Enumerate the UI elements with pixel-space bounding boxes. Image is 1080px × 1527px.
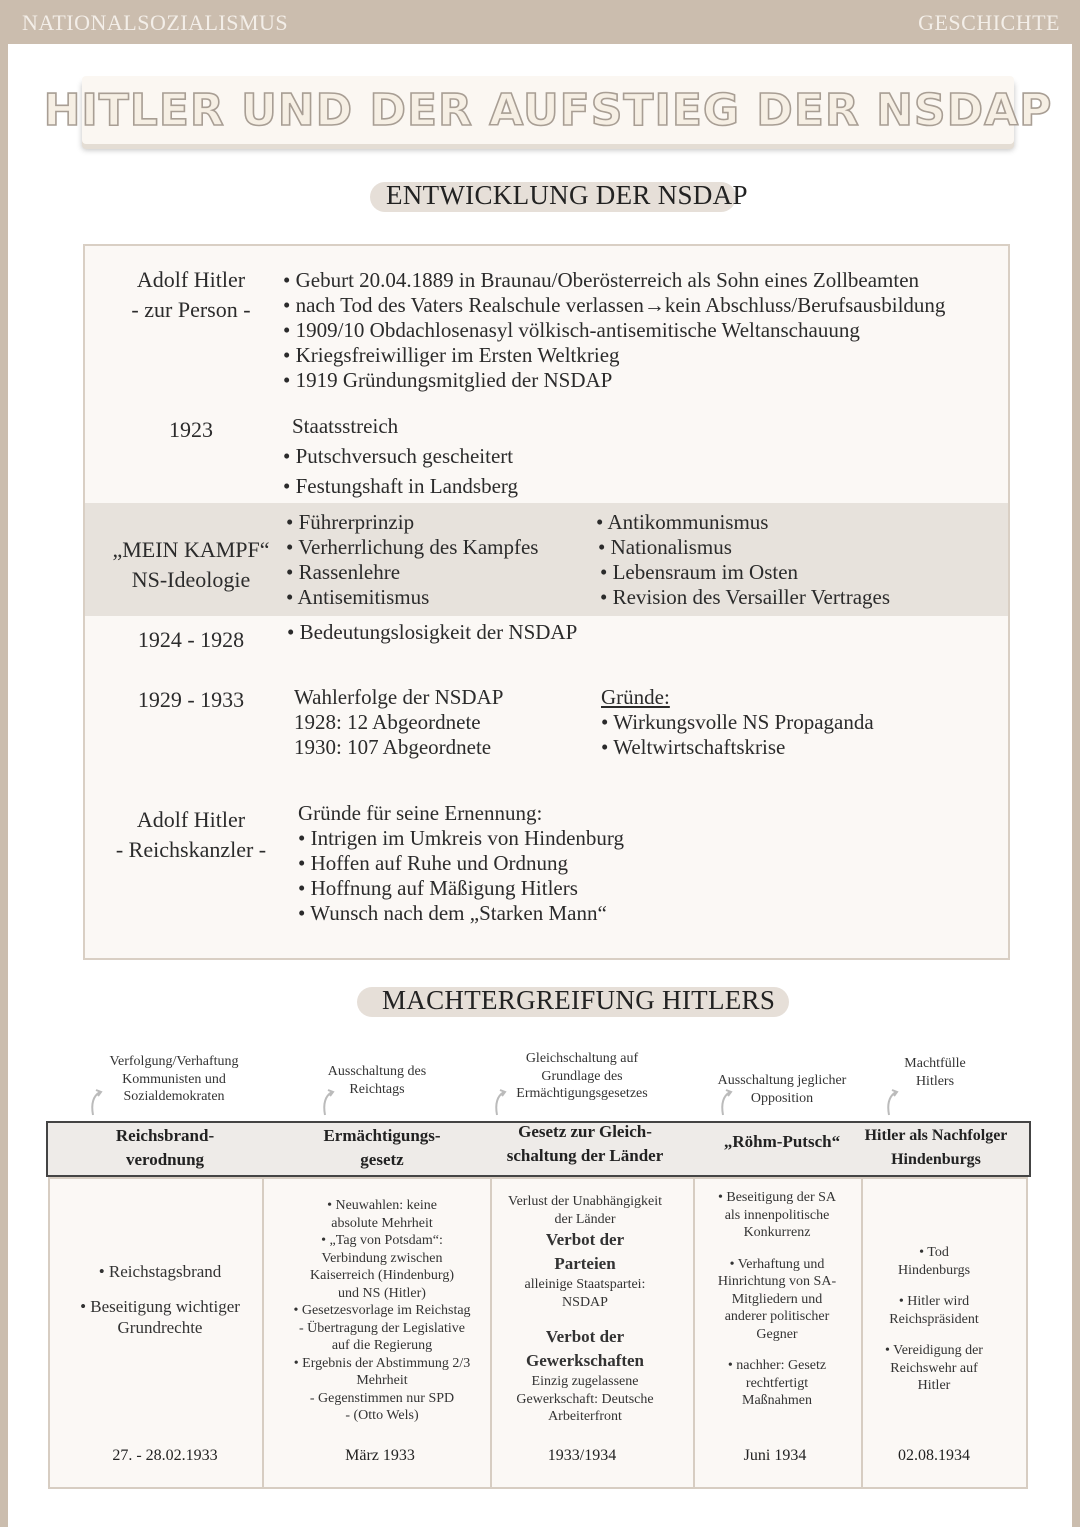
chancellor-label-sub: - Reichskanzler - (115, 837, 267, 862)
person-item: • Geburt 20.04.1889 in Braunau/Oberösterreich als Sohn eines Zollbeamten (283, 268, 920, 292)
curved-arrow-icon (884, 1088, 900, 1116)
cell-line: • Beseitigung wichtiger (80, 1297, 240, 1316)
note-column-3 (502, 1050, 662, 1103)
reason-item: • Wirkungsvolle NS Propaganda (601, 710, 874, 734)
header-line: Hindenburgs (891, 1151, 981, 1168)
note-column-1 (94, 1053, 254, 1106)
mein-kampf-label (91, 535, 291, 595)
ideology-item: • Führerprinzip (286, 510, 415, 534)
note-line: Opposition (750, 1090, 814, 1106)
cell-line: - (Otto Wels) (345, 1408, 419, 1423)
cell-line: - Gegenstimmen nur SPD (309, 1390, 455, 1406)
header-line: Reichsbrand- (115, 1126, 215, 1145)
cell-line: Reichspräsident (889, 1311, 979, 1327)
header-successor (862, 1124, 1010, 1174)
reasons-heading: Gründe: (601, 685, 670, 709)
reason-item: • Weltwirtschaftskrise (601, 735, 786, 759)
person-label-name: Adolf Hitler (136, 267, 246, 292)
year-1929-label: 1929 - 1933 (137, 687, 245, 712)
header-line: verodnung (125, 1150, 205, 1169)
cell-line: Maßnahmen (742, 1393, 812, 1408)
curved-arrow-icon (320, 1088, 336, 1116)
cell-roehm-putsch (696, 1189, 858, 1410)
cell-enabling-act (276, 1197, 488, 1425)
spacer (696, 1343, 858, 1357)
cell-line: Hitler (917, 1378, 951, 1393)
note-line: Ausschaltung des (327, 1064, 427, 1079)
note-line: Kommunisten und (122, 1071, 226, 1087)
coup-heading: Staatsstreich (292, 414, 399, 438)
column-divider (693, 1177, 695, 1489)
mein-kampf-title: „MEIN KAMPF“ (112, 537, 270, 562)
ideology-item: • Antisemitismus (286, 585, 430, 609)
cell-line: Gewerkschaft: Deutsche (516, 1391, 654, 1407)
spacer (492, 1311, 678, 1325)
cell-line: Arbeiterfront (548, 1409, 622, 1424)
category-label: GESCHICHTE (918, 10, 1060, 35)
cell-line: Grundrechte (117, 1318, 203, 1337)
cell-line: • Vereidigung der (885, 1343, 983, 1358)
ideology-item: • Revision des Versailler Vertrages (600, 585, 891, 609)
appointment-item: • Hoffnung auf Mäßigung Hitlers (298, 876, 578, 900)
cell-line: Gegner (756, 1326, 798, 1342)
cell-emphasis-line: Verbot der (545, 1327, 625, 1346)
person-item: • nach Tod des Vaters Realschule verlassen→kein Abschluss/Berufsausbildung (283, 293, 946, 317)
appointment-heading: Gründe für seine Ernennung: (298, 801, 543, 825)
person-label-sub: - zur Person - (131, 297, 251, 322)
election-item: 1930: 107 Abgeordnete (294, 735, 492, 759)
cell-emphasis-line: Gewerkschaften (525, 1351, 645, 1370)
cell-line: • „Tag von Potsdam“: (321, 1233, 443, 1248)
column-divider (861, 1177, 863, 1489)
title-banner (43, 76, 1053, 144)
ideology-item: • Nationalismus (598, 535, 732, 559)
appointment-item: • Intrigen im Umkreis von Hindenburg (298, 826, 625, 850)
cell-line: auf die Regierung (331, 1338, 433, 1353)
chancellor-label (91, 805, 291, 865)
column-divider (262, 1177, 264, 1489)
note-line: Ermächtigungsgesetzes (516, 1086, 648, 1101)
cell-line: anderer politischer (724, 1309, 830, 1324)
cell-successor (864, 1244, 1004, 1395)
cell-line: Hinrichtung von SA- (717, 1274, 837, 1289)
insignificance-item: • Bedeutungslosigkeit der NSDAP (287, 620, 578, 644)
spacer (60, 1282, 260, 1296)
cell-line: • Verhaftung und (729, 1256, 825, 1272)
cell-line: alleinige Staatspartei: (524, 1277, 646, 1292)
person-item: • 1909/10 Obdachlosenasyl völkisch-antisemitische Weltanschauung (283, 318, 860, 342)
cell-line: - Übertragung der Legislative (299, 1320, 465, 1336)
header-roehm-putsch (700, 1130, 864, 1180)
year-1924-label: 1924 - 1928 (137, 627, 245, 652)
chancellor-label-name: Adolf Hitler (136, 807, 246, 832)
cell-line: Einzig zugelassene (531, 1374, 639, 1389)
cell-line: absolute Mehrheit (331, 1215, 433, 1231)
date-roehm-putsch: Juni 1934 (743, 1447, 807, 1464)
cell-line: Reichswehr auf (890, 1360, 978, 1376)
curved-arrow-icon (718, 1088, 734, 1116)
header-line: gesetz (360, 1150, 404, 1169)
note-line: Reichtags (349, 1081, 405, 1097)
header-line: Ermächtigungs- (323, 1126, 441, 1145)
cell-line: • Ergebnis der Abstimmung 2/3 (293, 1355, 471, 1371)
date-decree: 27. - 28.02.1933 (112, 1447, 218, 1464)
header-line: schaltung der Länder (506, 1146, 664, 1165)
curved-arrow-icon (88, 1088, 104, 1116)
ideology-item: • Rassenlehre (286, 560, 401, 584)
subject-label: NATIONALSOZIALISMUS (22, 10, 289, 35)
section2-heading: MACHTERGREIFUNG HITLERS (382, 985, 776, 1015)
note-line: Gleichschaltung auf (525, 1051, 639, 1066)
ns-ideology-label: NS-Ideologie (131, 567, 251, 592)
cell-line: • Tod (919, 1245, 949, 1260)
person-label (91, 265, 291, 325)
cell-line: rechtfertigt (745, 1375, 809, 1391)
page-title: HITLER UND DER AUFSTIEG DER NSDAP (43, 84, 1053, 136)
election-item: Wahlerfolge der NSDAP (294, 685, 504, 709)
cell-emphasis-line: Parteien (554, 1254, 616, 1273)
header-line: Hitler als Nachfolger (864, 1127, 1008, 1144)
cell-decree (60, 1261, 260, 1338)
header-decree (70, 1124, 260, 1174)
appointment-item: • Hoffen auf Ruhe und Ordnung (298, 851, 568, 875)
cell-line: • Hitler wird (898, 1294, 970, 1309)
section1-heading: ENTWICKLUNG DER NSDAP (386, 180, 748, 210)
header-line: Gesetz zur Gleich- (518, 1122, 652, 1141)
cell-line: Mitgliedern und (731, 1291, 823, 1307)
note-line: Machtfülle (904, 1056, 966, 1071)
note-line: Ausschaltung jeglicher (717, 1073, 847, 1088)
note-line: Sozialdemokraten (123, 1089, 225, 1104)
note-column-5 (880, 1055, 990, 1090)
cell-line: als innenpolitische (724, 1207, 830, 1223)
ideology-item: • Verherrlichung des Kampfes (286, 535, 539, 559)
date-successor: 02.08.1934 (898, 1447, 970, 1464)
year-1923-label: 1923 (169, 417, 213, 442)
spacer (696, 1242, 858, 1256)
spacer (864, 1279, 1004, 1293)
note-line: Grundlage des (541, 1068, 623, 1084)
cell-line: und NS (Hitler) (338, 1285, 426, 1301)
header-gleichschaltung (492, 1120, 678, 1170)
cell-line: NSDAP (562, 1294, 608, 1310)
cell-line: der Länder (554, 1211, 616, 1227)
coup-item: • Festungshaft in Landsberg (283, 474, 519, 498)
election-item: 1928: 12 Abgeordnete (294, 710, 481, 734)
cell-line: Kaiserreich (Hindenburg) (310, 1268, 454, 1283)
coup-item: • Putschversuch gescheitert (283, 444, 514, 468)
note-line: Verfolgung/Verhaftung (109, 1054, 239, 1069)
cell-line: Hindenburgs (897, 1262, 971, 1278)
spacer (864, 1328, 1004, 1342)
note-line: Hitlers (915, 1073, 955, 1089)
ideology-item: • Antikommunismus (596, 510, 769, 534)
cell-line: Konkurrenz (743, 1225, 811, 1240)
person-item: • Kriegsfreiwilliger im Ersten Weltkrieg (283, 343, 620, 367)
cell-line: Mehrheit (356, 1373, 408, 1388)
header-line: „Röhm-Putsch“ (723, 1132, 841, 1151)
date-gleichschaltung: 1933/1934 (547, 1447, 617, 1464)
curved-arrow-icon (492, 1088, 508, 1116)
cell-line: • Reichstagsbrand (98, 1262, 222, 1281)
cell-line: Verlust der Unabhängigkeit (508, 1194, 662, 1209)
person-item: • 1919 Gründungsmitglied der NSDAP (283, 368, 613, 392)
cell-line: • Gesetzesvorlage im Reichstag (293, 1303, 471, 1318)
cell-emphasis-line: Verbot der (545, 1230, 625, 1249)
header-enabling-act (282, 1124, 482, 1174)
ideology-item: • Lebensraum im Osten (600, 560, 799, 584)
appointment-item: • Wunsch nach dem „Starken Mann“ (298, 901, 607, 925)
cell-line: • nachher: Gesetz (727, 1358, 827, 1373)
cell-gleichschaltung (492, 1193, 678, 1426)
cell-line: • Neuwahlen: keine (327, 1198, 437, 1213)
cell-line: Verbindung zwischen (321, 1250, 443, 1266)
date-enabling-act: März 1933 (345, 1447, 415, 1464)
cell-line: • Beseitigung der SA (717, 1190, 837, 1205)
